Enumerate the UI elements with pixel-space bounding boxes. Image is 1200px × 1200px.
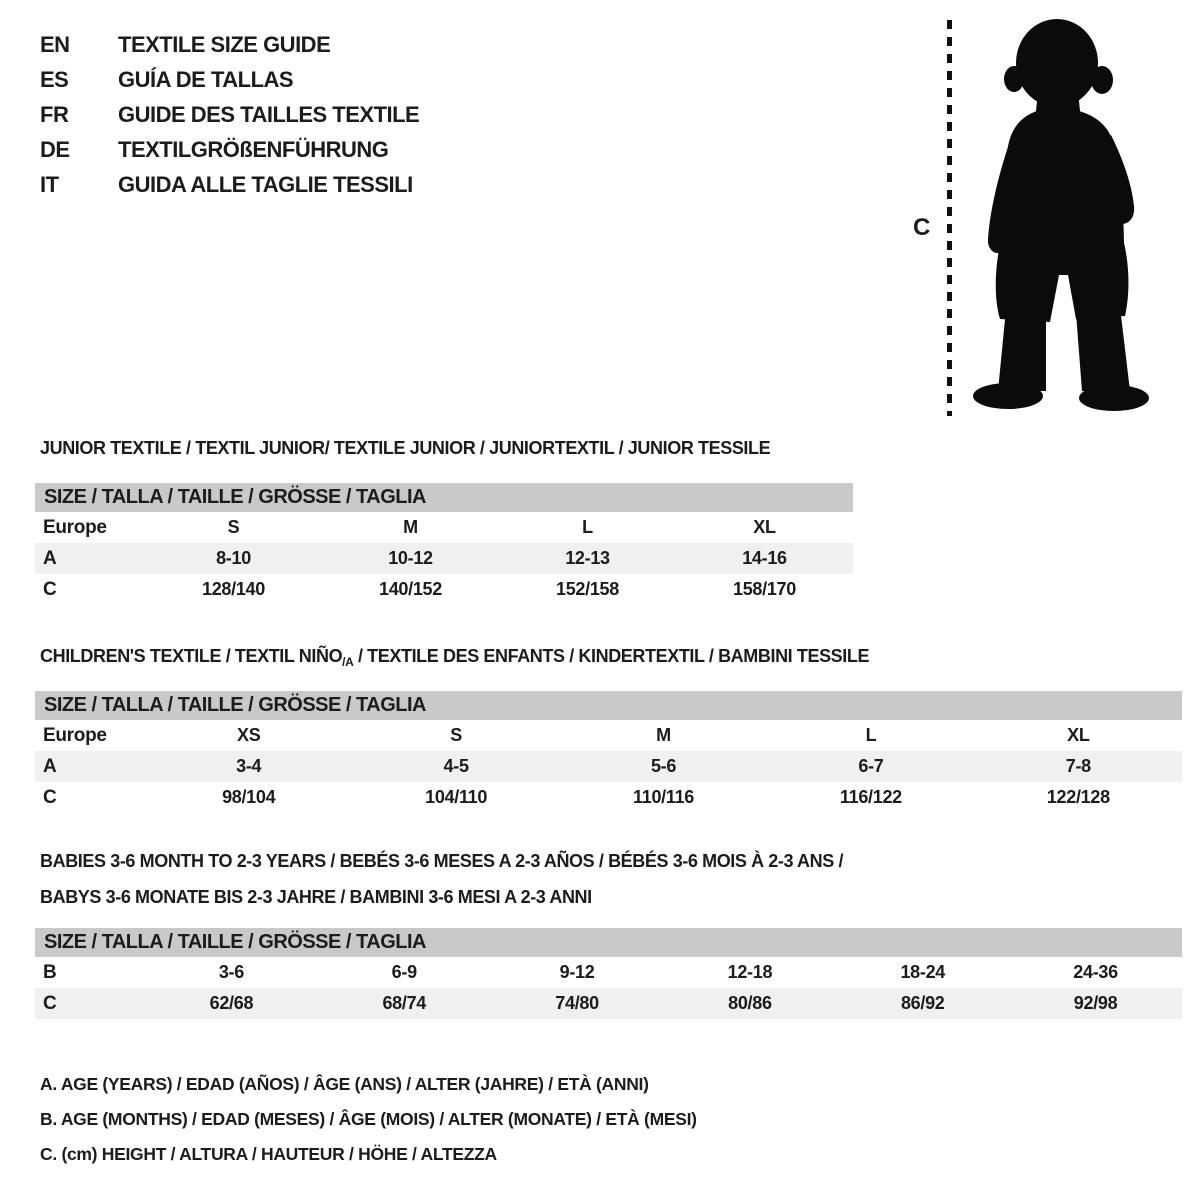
junior-size-table (35, 483, 853, 605)
table-cell: M (656, 725, 671, 745)
table-cell: 12-13 (565, 548, 610, 568)
row-label: B (43, 961, 57, 983)
table-cell: XL (753, 517, 776, 537)
row-label: C (43, 578, 57, 600)
table-row (35, 957, 1182, 988)
children-title-part1: CHILDREN'S TEXTILE / TEXTIL NIÑO (40, 646, 343, 666)
table-cell: 3-6 (218, 962, 244, 982)
lang-code: FR (40, 101, 69, 127)
lang-code: EN (40, 31, 70, 57)
legend-line-height-cm: C. (cm) HEIGHT / ALTURA / HAUTEUR / HÖHE / ALTEZZA (40, 1144, 497, 1164)
table-cell: 158/170 (733, 579, 796, 599)
lang-row-it (40, 167, 419, 202)
lang-code: ES (40, 66, 69, 92)
table-cell: 122/128 (1046, 787, 1110, 807)
table-cell: 86/92 (900, 993, 945, 1013)
table-cell: 104/110 (425, 787, 488, 807)
table-cell: 74/80 (555, 993, 599, 1013)
table-cell: 98/104 (222, 787, 276, 807)
size-header-band: SIZE / TALLA / TAILLE / GRÖSSE / TAGLIA (35, 483, 853, 512)
table-cell: 80/86 (728, 993, 772, 1013)
table-cell: S (450, 725, 462, 745)
table-cell: 12-18 (727, 962, 773, 982)
table-cell: S (227, 517, 240, 537)
table-cell: 8-10 (216, 548, 251, 568)
table-cell: 68/74 (382, 993, 427, 1013)
lang-title: GUÍA DE TALLAS (118, 66, 294, 92)
children-section-title (40, 646, 869, 669)
table-cell: 3-4 (236, 756, 262, 776)
babies-section-title-line1: BABIES 3-6 MONTH TO 2-3 YEARS / BEBÉS 3-6 MESES A 2-3 AÑOS / BÉBÉS 3-6 MOIS À 2-3 ANS / (40, 851, 844, 871)
row-label: C (43, 786, 57, 808)
lang-code: IT (40, 171, 59, 197)
lang-row-es (40, 62, 419, 97)
lang-row-de (40, 132, 419, 167)
table-row (35, 574, 853, 605)
table-cell: XL (1067, 725, 1090, 745)
size-header-band: SIZE / TALLA / TAILLE / GRÖSSE / TAGLIA (35, 928, 1182, 957)
table-cell: XS (236, 725, 261, 745)
table-cell: L (582, 517, 593, 537)
table-cell: 110/116 (633, 787, 694, 807)
lang-title: GUIDA ALLE TAGLIE TESSILI (118, 171, 413, 197)
table-cell: 116/122 (839, 787, 902, 807)
table-cell: 7-8 (1065, 756, 1091, 776)
children-size-table (35, 691, 1182, 813)
lang-title: TEXTILGRÖßENFÜHRUNG (118, 136, 389, 162)
lang-title: GUIDE DES TAILLES TEXTILE (118, 101, 420, 127)
table-cell: 9-12 (559, 962, 595, 982)
toddler-silhouette-icon (962, 13, 1162, 418)
babies-size-table (35, 928, 1182, 1019)
row-label: A (43, 547, 57, 569)
legend-line-age-years: A. AGE (YEARS) / EDAD (AÑOS) / ÂGE (ANS) / ALTER (JAHRE) / ETÀ (ANNI) (40, 1074, 649, 1094)
row-label: A (43, 755, 57, 777)
table-cell: 4-5 (443, 756, 469, 776)
babies-section-title-line2: BABYS 3-6 MONATE BIS 2-3 JAHRE / BAMBINI 3-6 MESI A 2-3 ANNI (40, 887, 592, 907)
table-row (35, 782, 1182, 813)
children-title-subscript: /A (342, 655, 354, 669)
table-cell: 62/68 (209, 993, 254, 1013)
lang-title: TEXTILE SIZE GUIDE (118, 31, 331, 57)
height-label-c: C (913, 214, 931, 241)
children-title-part2: / TEXTILE DES ENFANTS / KINDERTEXTIL / BAMBINI TESSILE (353, 646, 870, 666)
lang-code: DE (40, 136, 70, 162)
table-cell: 24-36 (1073, 962, 1118, 982)
table-cell: 92/98 (1073, 993, 1118, 1013)
legend-line-age-months: B. AGE (MONTHS) / EDAD (MESES) / ÂGE (MOIS) / ALTER (MONATE) / ETÀ (MESI) (40, 1109, 697, 1129)
lang-row-en (40, 27, 419, 62)
table-cell: M (403, 517, 418, 537)
table-row (35, 720, 1182, 751)
table-cell: 6-9 (391, 962, 417, 982)
table-row (35, 512, 853, 543)
lang-row-fr (40, 97, 419, 132)
table-cell: 128/140 (202, 579, 265, 599)
row-label: Europe (43, 724, 107, 746)
row-label: C (43, 992, 57, 1014)
table-row (35, 543, 853, 574)
language-title-list (40, 27, 419, 202)
junior-section-title: JUNIOR TEXTILE / TEXTIL JUNIOR/ TEXTILE JUNIOR / JUNIORTEXTIL / JUNIOR TESSILE (40, 438, 771, 458)
table-row (35, 751, 1182, 782)
table-cell: 5-6 (650, 756, 677, 776)
table-cell: 10-12 (388, 548, 433, 568)
height-measure-dashed-line (947, 20, 952, 416)
size-header-band: SIZE / TALLA / TAILLE / GRÖSSE / TAGLIA (35, 691, 1182, 720)
table-cell: 152/158 (556, 579, 619, 599)
table-cell: 6-7 (858, 756, 884, 776)
table-cell: 14-16 (742, 548, 787, 568)
table-row (35, 988, 1182, 1019)
table-cell: 18-24 (900, 962, 945, 982)
table-cell: 140/152 (379, 579, 442, 599)
row-label: Europe (43, 516, 107, 538)
table-cell: L (865, 725, 877, 745)
